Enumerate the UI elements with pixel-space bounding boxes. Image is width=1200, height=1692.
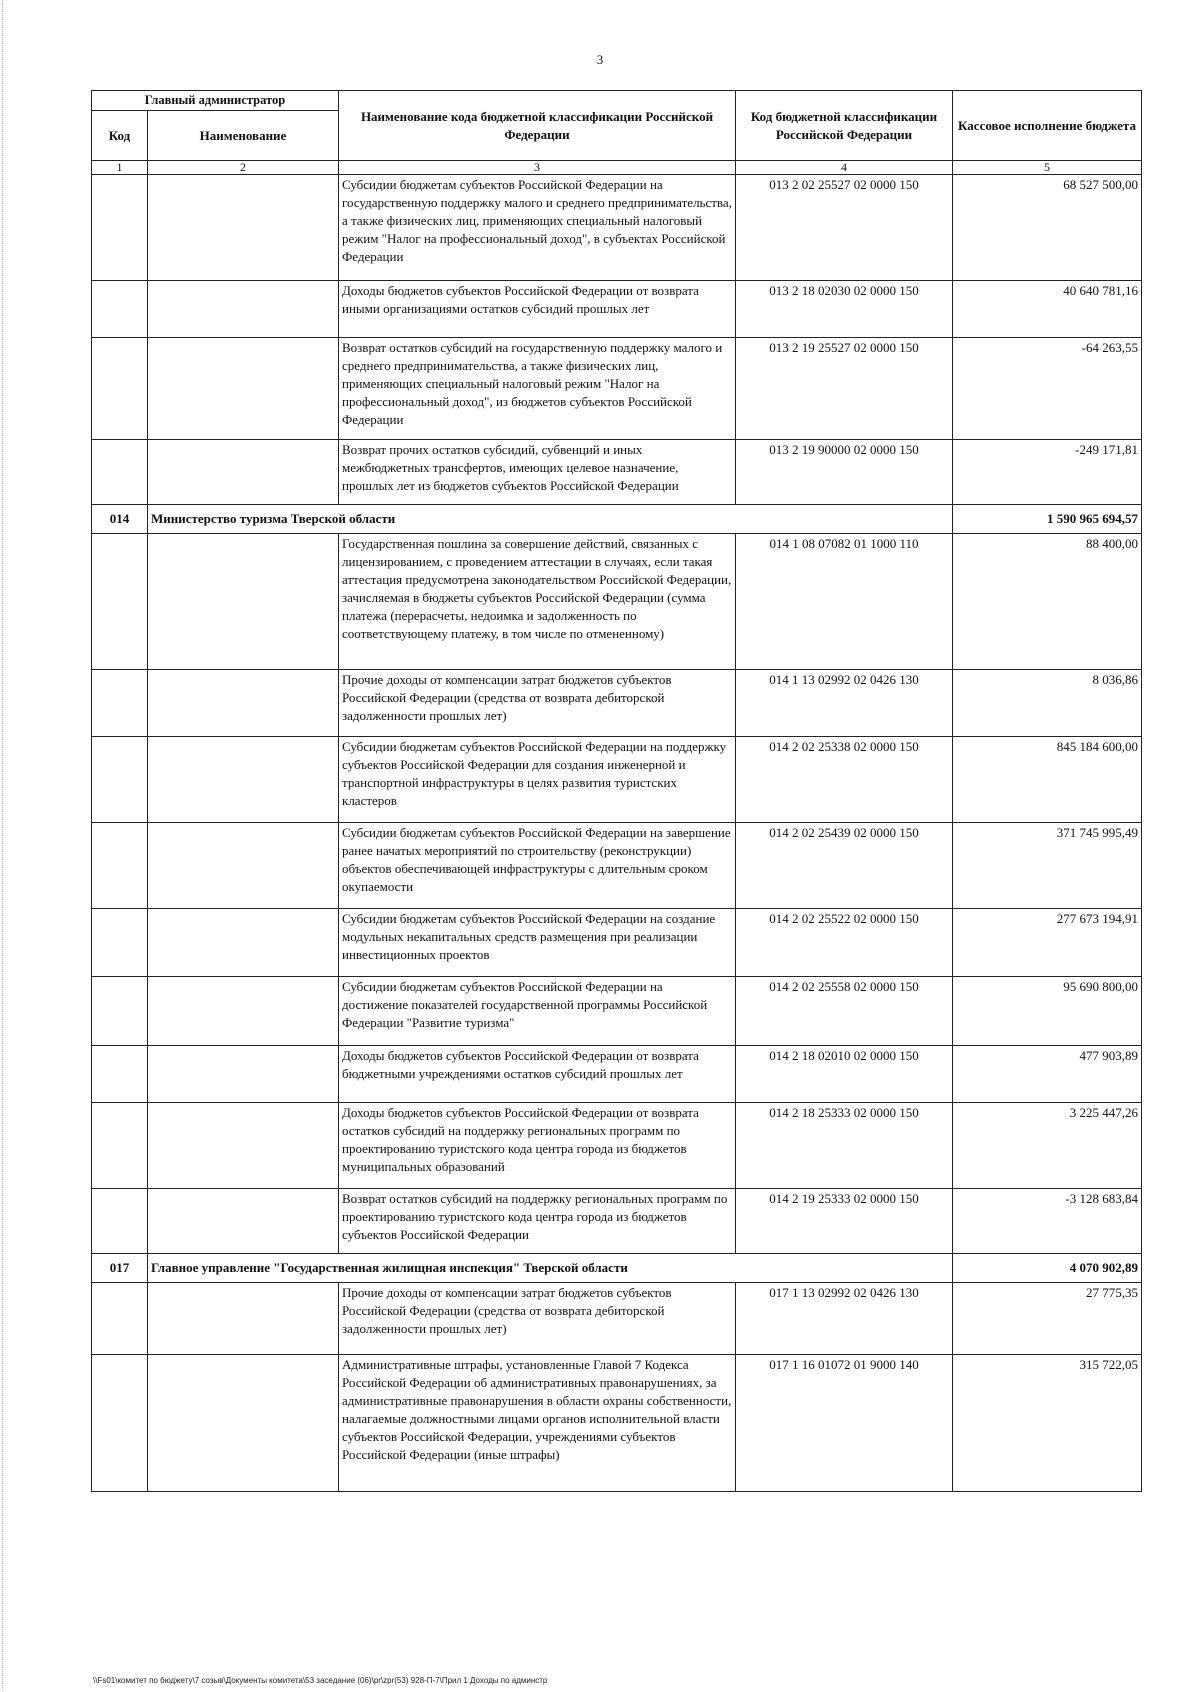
empty-name-cell — [148, 1355, 339, 1492]
kbk-name-cell: Возврат остатков субсидий на поддержку региональных программ по проектированию туристского кода центра города из бюджетов субъектов Российской Федерации — [339, 1189, 736, 1254]
empty-code-cell — [92, 440, 148, 505]
empty-name-cell — [148, 281, 339, 338]
kbk-name-cell: Субсидии бюджетам субъектов Российской Федерации на поддержку субъектов Российской Федерации для создания инженерной и транспортной инфраструктуры в целях развития туристских кластеров — [339, 737, 736, 823]
page-number: 3 — [596, 52, 604, 67]
table-row — [92, 1103, 1142, 1189]
kbk-name-cell: Субсидии бюджетам субъектов Российской Федерации на государственную поддержку малого и среднего предпринимательства, а также физических лиц, применяющих специальный налоговый режим "Налог на профессиональный доход", в субъектах Российской Федерации — [339, 175, 736, 281]
table-row — [92, 670, 1142, 737]
header-code: Код — [92, 111, 148, 161]
table-row — [92, 909, 1142, 977]
empty-code-cell — [92, 281, 148, 338]
amount-cell: 3 225 447,26 — [953, 1103, 1142, 1189]
empty-name-cell — [148, 1103, 339, 1189]
empty-name-cell — [148, 823, 339, 909]
col-number: 1 — [92, 161, 148, 175]
kbk-name-cell: Административные штрафы, установленные Главой 7 Кодекса Российской Федерации об административных правонарушениях, за административные правонарушения в области охраны собственности, налагаемые должностными лицами органов исполнительной власти субъектов Российской Федерации, учреждениями субъектов Российской Федерации (иные штрафы) — [339, 1355, 736, 1492]
col-number: 4 — [736, 161, 953, 175]
table-row — [92, 823, 1142, 909]
empty-code-cell — [92, 1355, 148, 1492]
kbk-code-cell: 014 2 19 25333 02 0000 150 — [736, 1189, 953, 1254]
empty-name-cell — [148, 737, 339, 823]
kbk-name-cell: Возврат остатков субсидий на государственную поддержку малого и среднего предпринимательства, а также физических лиц, применяющих специальный налоговый режим "Налог на профессиональный доход", из бюджетов субъектов Российской Федерации — [339, 338, 736, 440]
empty-code-cell — [92, 670, 148, 737]
kbk-code-cell: 014 2 02 25522 02 0000 150 — [736, 909, 953, 977]
empty-code-cell — [92, 534, 148, 670]
empty-name-cell — [148, 670, 339, 737]
amount-cell: 8 036,86 — [953, 670, 1142, 737]
table-body — [92, 175, 1142, 1492]
scan-edge-mark — [2, 0, 4, 1692]
kbk-code-cell: 014 1 08 07082 01 1000 110 — [736, 534, 953, 670]
kbk-code-cell: 014 2 02 25439 02 0000 150 — [736, 823, 953, 909]
kbk-name-cell: Доходы бюджетов субъектов Российской Федерации от возврата остатков субсидий на поддержку региональных программ по проектированию туристского кода центра города из бюджетов муниципальных образований — [339, 1103, 736, 1189]
amount-cell: 68 527 500,00 — [953, 175, 1142, 281]
kbk-name-cell: Возврат прочих остатков субсидий, субвенций и иных межбюджетных трансфертов, имеющих целевое назначение, прошлых лет из бюджетов субъектов Российской Федерации — [339, 440, 736, 505]
empty-code-cell — [92, 338, 148, 440]
table-row — [92, 281, 1142, 338]
kbk-code-cell: 014 2 18 25333 02 0000 150 — [736, 1103, 953, 1189]
empty-name-cell — [148, 338, 339, 440]
kbk-code-cell: 014 2 18 02010 02 0000 150 — [736, 1046, 953, 1103]
empty-name-cell — [148, 909, 339, 977]
table-row — [92, 1355, 1142, 1492]
table-row — [92, 534, 1142, 670]
empty-code-cell — [92, 977, 148, 1046]
table-row — [92, 977, 1142, 1046]
group-row — [92, 505, 1142, 534]
kbk-name-cell: Государственная пошлина за совершение действий, связанных с лицензированием, с проведением аттестации в случаях, если такая аттестация предусмотрена законодательством Российской Федерации, зачисляемая в бюджеты субъектов Российской Федерации (сумма платежа (перерасчеты, недоимка и задолженность по соответствующему платежу, в том числе по отмененному) — [339, 534, 736, 670]
amount-cell: 88 400,00 — [953, 534, 1142, 670]
amount-cell: 40 640 781,16 — [953, 281, 1142, 338]
kbk-code-cell: 014 1 13 02992 02 0426 130 — [736, 670, 953, 737]
kbk-name-cell: Субсидии бюджетам субъектов Российской Федерации на достижение показателей государственной программы Российской Федерации "Развитие туризма" — [339, 977, 736, 1046]
empty-code-cell — [92, 1103, 148, 1189]
kbk-name-cell: Прочие доходы от компенсации затрат бюджетов субъектов Российской Федерации (средства от возврата дебиторской задолженности прошлых лет) — [339, 1283, 736, 1355]
amount-cell: -249 171,81 — [953, 440, 1142, 505]
revenue-table — [91, 90, 1142, 1492]
amount-cell: 277 673 194,91 — [953, 909, 1142, 977]
col-number: 5 — [953, 161, 1142, 175]
kbk-name-cell: Доходы бюджетов субъектов Российской Федерации от возврата иными организациями остатков субсидий прошлых лет — [339, 281, 736, 338]
empty-code-cell — [92, 1046, 148, 1103]
empty-name-cell — [148, 977, 339, 1046]
table-row — [92, 175, 1142, 281]
group-name: Министерство туризма Тверской области — [148, 505, 953, 534]
file-path-footer: \\Fs01\комитет по бюджету\7 созыв\Документы комитета\53 заседание (06)\pr\zpr(53) 928-П-7\Прил 1 Доходы по админстр — [93, 1676, 548, 1685]
kbk-code-cell: 014 2 02 25558 02 0000 150 — [736, 977, 953, 1046]
empty-code-cell — [92, 1189, 148, 1254]
kbk-name-cell: Доходы бюджетов субъектов Российской Федерации от возврата бюджетными учреждениями остатков субсидий прошлых лет — [339, 1046, 736, 1103]
empty-code-cell — [92, 1283, 148, 1355]
group-total: 4 070 902,89 — [953, 1254, 1142, 1283]
empty-code-cell — [92, 175, 148, 281]
group-row — [92, 1254, 1142, 1283]
kbk-code-cell: 013 2 02 25527 02 0000 150 — [736, 175, 953, 281]
kbk-code-cell: 013 2 19 90000 02 0000 150 — [736, 440, 953, 505]
header-admin-group: Главный администратор — [92, 91, 339, 111]
empty-name-cell — [148, 1189, 339, 1254]
table-row — [92, 1283, 1142, 1355]
col-number: 2 — [148, 161, 339, 175]
amount-cell: -64 263,55 — [953, 338, 1142, 440]
amount-cell: 845 184 600,00 — [953, 737, 1142, 823]
header-name: Наименование — [148, 111, 339, 161]
amount-cell: 315 722,05 — [953, 1355, 1142, 1492]
kbk-name-cell: Субсидии бюджетам субъектов Российской Федерации на завершение ранее начатых мероприятий по строительству (реконструкции) объектов обеспечивающей инфраструктуры с длительным сроком окупаемости — [339, 823, 736, 909]
kbk-code-cell: 013 2 18 02030 02 0000 150 — [736, 281, 953, 338]
amount-cell: 371 745 995,49 — [953, 823, 1142, 909]
empty-code-cell — [92, 909, 148, 977]
header-kbk-code: Код бюджетной классификации Российской Федерации — [736, 91, 953, 161]
group-code: 017 — [92, 1254, 148, 1283]
amount-cell: 477 903,89 — [953, 1046, 1142, 1103]
group-total: 1 590 965 694,57 — [953, 505, 1142, 534]
table-row — [92, 737, 1142, 823]
empty-code-cell — [92, 823, 148, 909]
kbk-name-cell: Прочие доходы от компенсации затрат бюджетов субъектов Российской Федерации (средства от возврата дебиторской задолженности прошлых лет) — [339, 670, 736, 737]
table-row — [92, 1046, 1142, 1103]
amount-cell: 27 775,35 — [953, 1283, 1142, 1355]
empty-name-cell — [148, 440, 339, 505]
col-number: 3 — [339, 161, 736, 175]
header-amount: Кассовое исполнение бюджета — [953, 91, 1142, 161]
kbk-code-cell: 014 2 02 25338 02 0000 150 — [736, 737, 953, 823]
header-kbk-name: Наименование кода бюджетной классификации Российской Федерации — [339, 91, 736, 161]
kbk-code-cell: 017 1 16 01072 01 9000 140 — [736, 1355, 953, 1492]
empty-code-cell — [92, 737, 148, 823]
empty-name-cell — [148, 175, 339, 281]
empty-name-cell — [148, 1283, 339, 1355]
table-row — [92, 1189, 1142, 1254]
empty-name-cell — [148, 1046, 339, 1103]
group-name: Главное управление "Государственная жилищная инспекция" Тверской области — [148, 1254, 953, 1283]
table-row — [92, 338, 1142, 440]
amount-cell: -3 128 683,84 — [953, 1189, 1142, 1254]
kbk-name-cell: Субсидии бюджетам субъектов Российской Федерации на создание модульных некапитальных средств размещения при реализации инвестиционных проектов — [339, 909, 736, 977]
amount-cell: 95 690 800,00 — [953, 977, 1142, 1046]
kbk-code-cell: 013 2 19 25527 02 0000 150 — [736, 338, 953, 440]
kbk-code-cell: 017 1 13 02992 02 0426 130 — [736, 1283, 953, 1355]
table-row — [92, 440, 1142, 505]
group-code: 014 — [92, 505, 148, 534]
empty-name-cell — [148, 534, 339, 670]
